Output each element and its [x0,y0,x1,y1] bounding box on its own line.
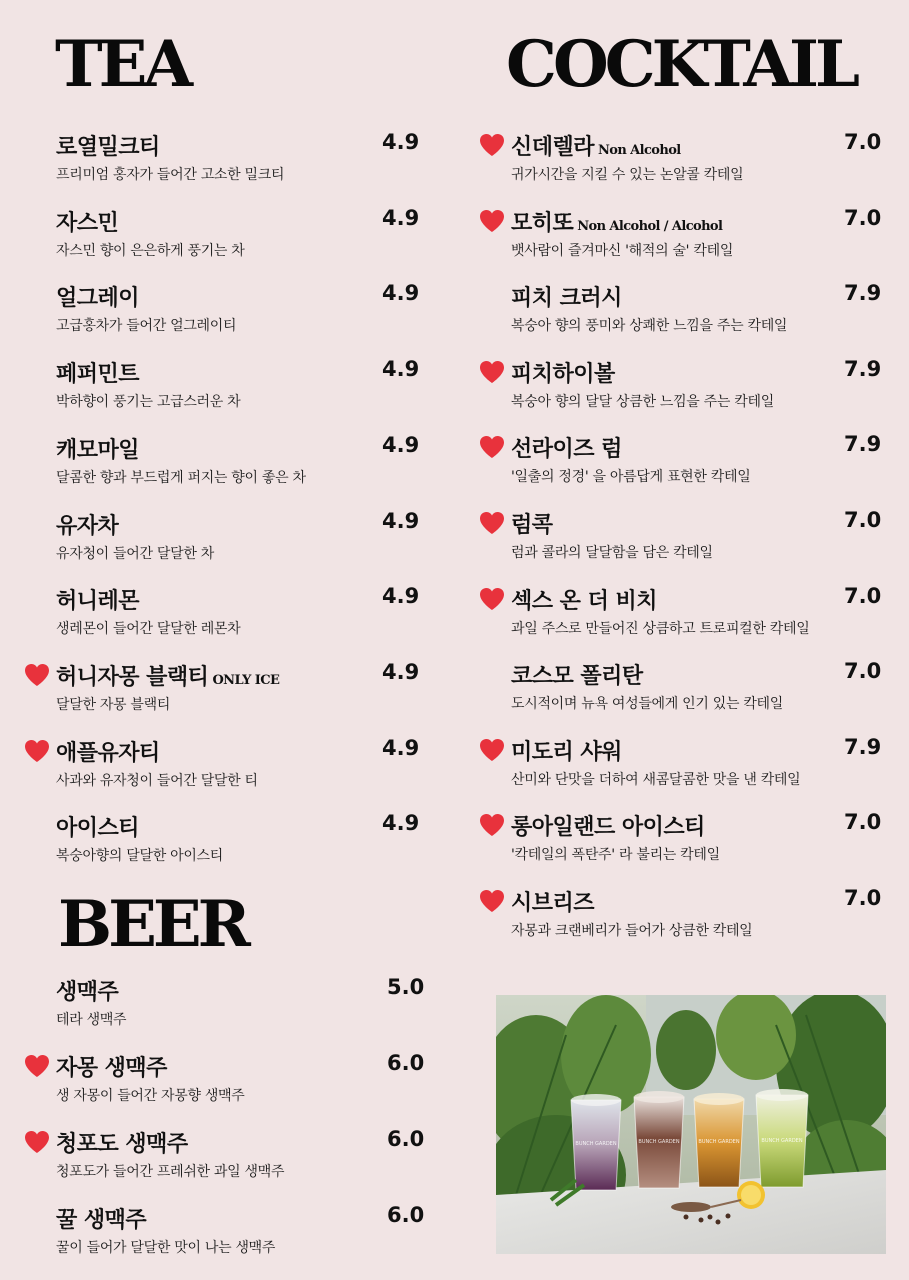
item-name-row [56,1203,146,1234]
item-name: 신데렐라 [511,135,595,160]
tea-item [56,205,420,276]
item-price: 7.9 [844,432,882,457]
item-price: 4.9 [382,584,420,609]
item-name-row [511,810,705,841]
item-name-row [56,1051,167,1082]
item-price: 4.9 [382,130,420,154]
item-price: 7.9 [844,281,882,306]
cup-logo-1: BUNCH GARDEN [575,1141,617,1147]
item-price: 7.9 [844,356,882,381]
item-name-row [56,975,118,1006]
item-name: 허니자몽 블랙티 [56,664,209,690]
item-name-row [56,357,139,388]
item-name-row [511,357,615,388]
item-name-row [511,584,657,615]
item-name-row [511,659,643,690]
item-name-row [56,206,118,237]
item-price: 6.0 [387,1051,425,1075]
heart-icon [479,511,505,535]
cup-logo-2: BUNCH GARDEN [638,1139,680,1145]
heart-icon [479,813,505,837]
item-name-row [56,660,279,691]
item-name-row [511,281,622,312]
item-description: 꿀이 들어가 달달한 맛이 나는 생맥주 [56,1240,276,1256]
item-price: 7.0 [844,810,882,835]
item-name: 허니레몬 [56,589,140,615]
item-price: 4.9 [382,659,420,684]
item-name: 로열밀크티 [56,135,160,160]
tea-item [56,659,420,730]
cocktail-item [511,508,882,578]
cocktail-item [511,886,882,956]
item-description: 자스민 향이 은은하게 풍기는 차 [56,242,245,259]
item-name: 코스모 폴리탄 [511,664,643,690]
item-name: 꿀 생맥주 [56,1208,147,1233]
item-description: '일출의 정경' 을 아름답게 표현한 칵테일 [511,469,751,486]
item-description: 달콤한 향과 부드럽게 퍼지는 향이 좋은 차 [56,469,306,486]
item-name: 럼콕 [511,513,553,538]
cup-logo-4: BUNCH GARDEN [761,1138,803,1144]
heart-icon [479,738,505,762]
beer-title: BEER [58,887,247,962]
item-description: 생 자몽이 들어간 자몽향 생맥주 [56,1088,245,1104]
tea-item [56,735,420,806]
item-description: 뱃사람이 즐겨마신 '해적의 술' 칵테일 [511,242,734,259]
item-description: 프리미엄 홍자가 들어간 고소한 밀크티 [56,167,285,183]
cocktail-item [511,810,882,880]
heart-icon [24,1130,50,1154]
tea-item [56,811,420,881]
item-name: 애플유자티 [56,740,160,766]
item-price: 6.0 [387,1127,425,1151]
item-name-row [511,206,722,237]
item-description: 청포도가 들어간 프레쉬한 과일 생맥주 [56,1164,285,1180]
beer-item [56,1203,425,1273]
item-price: 6.0 [387,1203,425,1227]
item-price: 7.0 [844,508,882,532]
item-name: 시브리즈 [511,891,595,916]
item-name: 페퍼민트 [56,362,140,388]
item-name: 롱아일랜드 아이스티 [511,815,705,841]
item-name: 섹스 온 더 비치 [511,588,657,614]
heart-icon [479,587,505,611]
item-name: 자몽 생맥주 [56,1056,167,1081]
cocktail-item [511,659,882,729]
tea-item [56,584,420,654]
cocktail-item [511,734,882,805]
cocktail-title: COCKTAIL [506,27,856,102]
item-description: 달달한 자몽 블랙티 [56,696,171,713]
item-description: '칵테일의 폭탄주' 라 불리는 칵테일 [511,847,720,864]
item-price: 4.9 [382,508,420,533]
cocktail-photo [496,995,886,1254]
item-description: 사과와 유자청이 들어간 달달한 티 [56,772,258,789]
item-name-row [511,130,681,161]
beer-item [56,975,425,1045]
item-name: 미도리 샤워 [511,739,622,765]
item-description: 럼과 콜라의 달달함을 담은 칵테일 [511,545,713,561]
cup-logo-3: BUNCH GARDEN [698,1139,740,1145]
item-name: 아이스티 [56,816,140,842]
tea-item [56,357,420,427]
item-price: 4.9 [382,735,420,760]
item-price: 4.9 [382,811,420,836]
item-description: 복숭아 향의 달달 상큼한 느낌을 주는 칵테일 [511,393,774,410]
item-name-row [511,735,622,766]
item-description: 과일 주스로 만들어진 상큼하고 트로피컬한 칵테일 [511,620,810,637]
item-name-row [56,130,160,161]
cocktail-drinks-image [496,995,886,1254]
item-name-row [511,886,594,917]
item-name-row [56,1127,188,1158]
item-description: 생레몬이 들어간 달달한 레몬차 [56,621,241,638]
item-description: 귀가시간을 지킬 수 있는 논알콜 칵테일 [511,167,744,183]
cocktail-item [511,356,882,427]
cocktail-item [511,205,882,276]
item-tag: Non Alcohol [598,143,681,158]
item-name-row [56,433,139,464]
item-description: 유자청이 들어간 달달한 차 [56,545,214,562]
item-tag: ONLY ICE [212,672,280,688]
item-price: 7.0 [844,886,882,910]
heart-icon [24,1054,50,1078]
cocktail-item [511,583,882,654]
item-name-row [56,811,139,842]
cocktail-item [511,130,882,200]
beer-item [56,1051,425,1121]
item-price: 5.0 [387,975,425,999]
tea-item [56,281,420,351]
item-name-row [56,281,139,312]
item-price: 7.9 [844,734,882,759]
item-price: 4.9 [382,357,420,382]
item-price: 7.0 [844,130,882,154]
heart-icon [479,209,505,233]
item-description: 복숭아향의 달달한 아이스티 [56,848,223,865]
tea-title: TEA [55,27,190,102]
heart-icon [479,133,505,157]
item-price: 4.9 [382,432,420,457]
heart-icon [479,889,505,913]
item-description: 도시적이며 뉴욕 여성들에게 인기 있는 칵테일 [511,696,784,713]
item-description: 자몽과 크랜베리가 들어가 상큼한 칵테일 [511,923,753,939]
item-price: 7.0 [844,205,882,230]
item-name: 캐모마일 [56,437,140,463]
item-name: 유자차 [56,513,119,539]
item-name: 청포도 생맥주 [56,1132,188,1157]
item-description: 산미와 단맛을 더하여 새콤달콤한 맛을 낸 칵테일 [511,771,801,788]
heart-icon [479,435,505,459]
item-name: 얼그레이 [56,286,140,312]
item-name: 피치하이볼 [511,361,615,387]
item-description: 고급홍차가 들어간 얼그레이티 [56,318,237,335]
item-name: 생맥주 [56,980,119,1005]
cocktail-item [511,432,882,502]
item-name: 피치 크러시 [511,286,622,312]
beer-item [56,1127,425,1197]
item-description: 복숭아 향의 풍미와 상쾌한 느낌을 주는 칵테일 [511,318,788,335]
item-tag: Non Alcohol / Alcohol [577,218,723,234]
item-description: 테라 생맥주 [56,1012,127,1028]
item-price: 7.0 [844,659,882,684]
tea-item [56,432,420,503]
cocktail-item [511,281,882,351]
item-name-row [511,508,553,539]
heart-icon [24,663,50,687]
item-name: 자스민 [56,210,119,236]
item-name-row [56,509,118,540]
item-description: 박하향이 풍기는 고급스러운 차 [56,394,241,411]
item-price: 4.9 [382,205,420,230]
item-price: 7.0 [844,583,882,608]
item-name-row [56,736,160,767]
item-name-row [511,432,622,463]
item-name: 선라이즈 럼 [511,437,622,463]
tea-item [56,508,420,579]
item-name-row [56,584,139,615]
item-price: 4.9 [382,281,420,306]
item-name: 모히또 [511,210,574,236]
heart-icon [24,739,50,763]
tea-item [56,130,420,200]
heart-icon [479,360,505,384]
